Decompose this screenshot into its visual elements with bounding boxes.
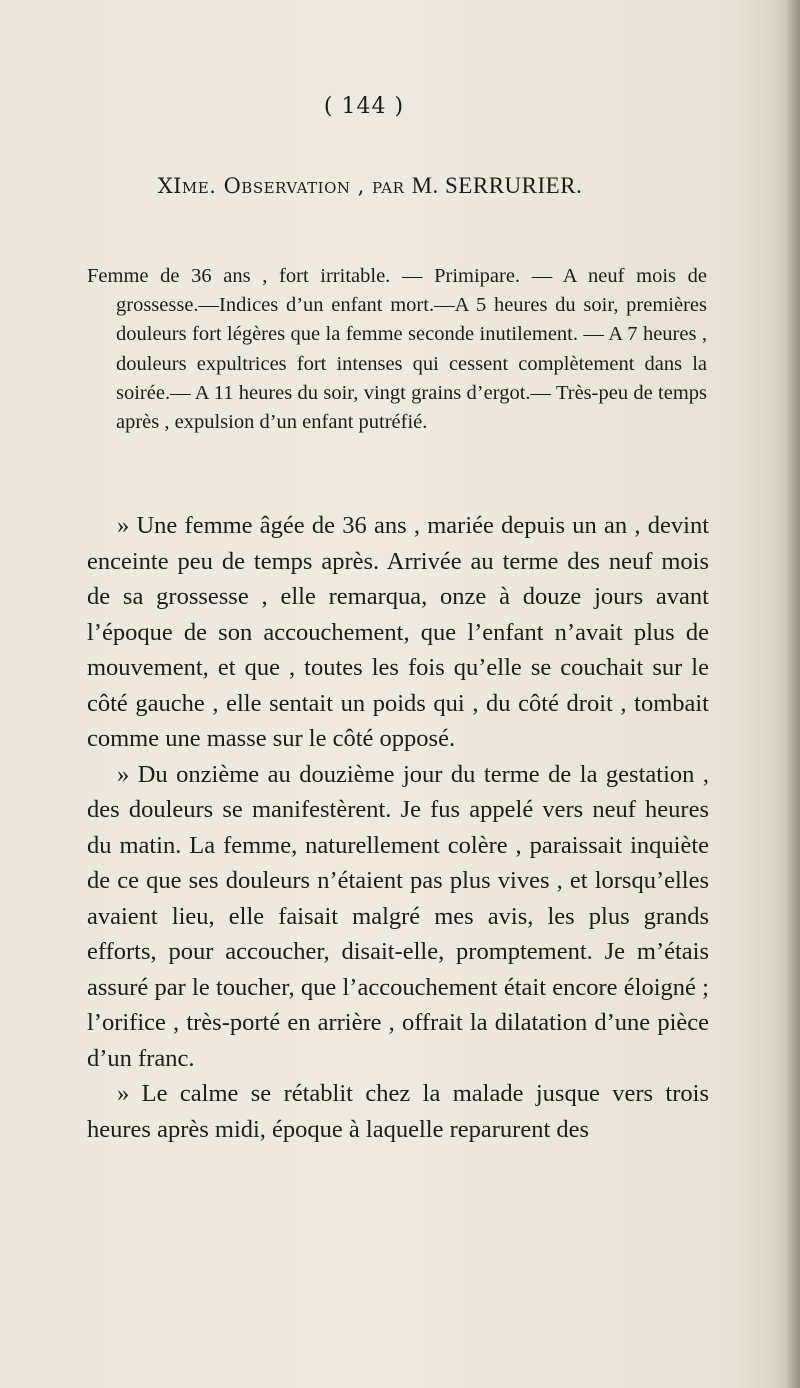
- heading-prefix: XIme. Observation , par: [157, 174, 405, 198]
- heading-author: M. SERRURIER.: [411, 173, 583, 198]
- paragraph-3: » Le calme se rétablit chez la malade jusque vers trois heures après midi, époque à laquelle reparurent des: [87, 1080, 709, 1143]
- paragraph-2: » Du onzième au douzième jour du terme de la gestation , des douleurs se manifestèrent. Je fus appelé vers neuf heures du matin. La femme, naturellement colère , paraissait inquiète de ce que ses douleurs n’étaient pas plus vives , et lorsqu’elles avaient lieu, elle faisait malgré mes avis, les plus grands efforts, pour accoucher, disait-elle, promptement. Je m’étais assuré par le toucher, que l’accouchement était encore éloigné ; l’orifice , très-porté en arrière , offrait la dilatation d’une pièce d’un franc.: [87, 760, 709, 1072]
- page-edge-shadow: [786, 0, 800, 1388]
- case-summary: [87, 262, 707, 437]
- page-number: ( 144 ): [323, 94, 405, 119]
- observation-heading: [0, 173, 770, 199]
- body-text: [87, 508, 709, 1147]
- summary-text: Femme de 36 ans , fort irritable. — Primipare. — A neuf mois de grossesse.—Indices d’un enfant mort.—A 5 heures du soir, premières douleurs fort légères que la femme seconde inutilement. — A 7 heures , douleurs expultrices fort intenses qui cessent complètement dans la soirée.— A 11 heures du soir, vingt grains d’ergot.— Très-peu de temps après , expulsion d’un enfant putréfié.: [87, 265, 707, 434]
- paragraph-1: » Une femme âgée de 36 ans , mariée depuis un an , devint enceinte peu de temps après. Arrivée au terme des neuf mois de sa grossesse , elle remarqua, onze à douze jours avant l’époque de son accouchement, que l’enfant n’avait plus de mouvement, et que , toutes les fois qu’elle se couchait sur le côté gauche , elle sentait un poids qui , du côté droit , tombait comme une masse sur le côté opposé.: [87, 512, 709, 752]
